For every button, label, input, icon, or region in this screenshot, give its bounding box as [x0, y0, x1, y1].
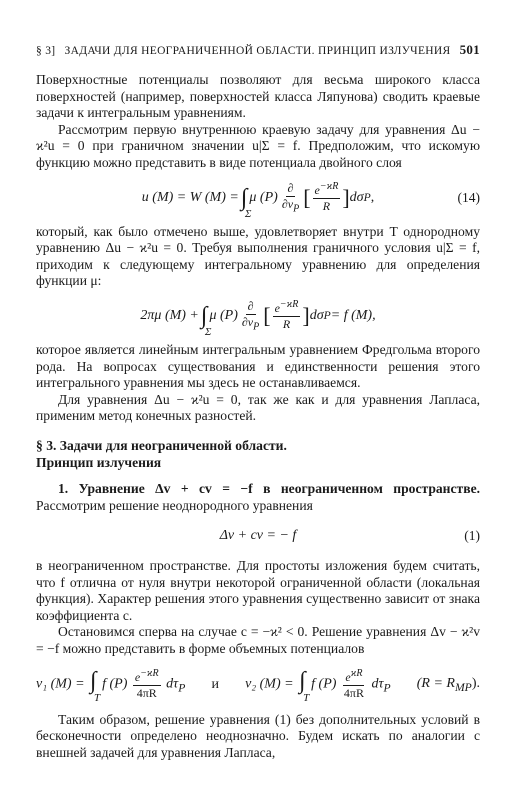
- eq14-kernel: $\frac{e^{-ϰR}}{R}$: [314, 181, 339, 214]
- integral-sign: ∫ Σ: [240, 184, 252, 220]
- paragraph-8: Таким образом, решение уравнения (1) без дополнительных условий в бесконечности определено неоднозначно. Будем искать по аналогии с внешней задачей для уравнения Лапласа,: [36, 711, 480, 760]
- eq14-lhs: u (M) = W (M) =: [141, 189, 239, 205]
- integral-sign: ∫ Σ: [200, 302, 212, 338]
- section-heading: § 3. Задачи для неограниченной области. Принцип излучения: [36, 437, 287, 470]
- eq1-body: Δv + cv = − f: [219, 528, 297, 544]
- eq14-derivative: $\frac{\partial}{\partial\nu_P}$: [281, 180, 300, 215]
- subsection-1: 1. Уравнение Δv + cv = −f в неограниченном пространстве. Рассмотрим решение неоднородного уравнения: [36, 480, 480, 513]
- paragraph-5: Для уравнения Δu − ϰ²u = 0, так же как и для уравнения Лапласа, применим метод конечных разностей.: [36, 391, 480, 424]
- running-header: [36, 42, 480, 58]
- eq14-mu: μ (P): [249, 189, 278, 205]
- paragraph-3: который, как было отмечено выше, удовлетворяет внутри T однородному уравнению Δu − ϰ²u = 0. Требуя выполнения граничного условия u|Σ = f, приходим к следующему интегральному уравнению для определения функции μ:: [36, 223, 480, 289]
- page: [36, 42, 480, 761]
- paragraph-6: в неограниченном пространстве. Для простоты изложения будем считать, что f отлична от нуля внутри некоторой ограниченной области (локальная функция). Характер решения этого уравнения существенно зависит от знака коэффициента c.: [36, 558, 480, 623]
- eq1-tag: (1): [464, 528, 480, 544]
- equation-14: u (M) = W (M) = ∫ Σ μ (P) $\frac{\partial}{\partial\nu_P}$ [ $\frac{e^{-ϰR}}{R}$ ] dσ P , (14): [141, 180, 480, 220]
- header-section-tag: § 3]: [36, 45, 56, 57]
- eq2-lhs: 2πμ (M) +: [140, 307, 199, 323]
- equation-1: [36, 521, 480, 551]
- eq2-rhs: = f (M),: [330, 307, 376, 323]
- equation-volume-potentials: v₁ (M) = ∫ T f (P) $\frac{e^{-ϰR}}{4\pi R}$ $d\tau_P$ и v₂ (M) = ∫ T f (P) $\frac{e^{ϰR}}{4\pi R}$ $d\tau_P$ $(R = R_{MP})$.: [36, 667, 480, 704]
- eq14-dsigma: dσ: [349, 189, 364, 205]
- eq14-tag: (14): [457, 189, 480, 205]
- paragraph-2: Рассмотрим первую внутреннюю краевую задачу для уравнения Δu − ϰ²u = 0 при граничном значении u|Σ = f. Предположим, что искомую функцию можно представить в виде потенциала двойного слоя: [36, 121, 480, 170]
- equation-fredholm: 2πμ (M) + ∫ Σ μ (P) $\frac{\partial}{\partial\nu_P}$ [ $\frac{e^{-ϰR}}{R}$ ] dσ P = f (M),: [140, 299, 376, 338]
- header-title: ЗАДАЧИ ДЛЯ НЕОГРАНИЧЕННОЙ ОБЛАСТИ. ПРИНЦИП ИЗЛУЧЕНИЯ: [64, 45, 451, 57]
- paragraph-4: которое является линейным интегральным уравнением Фредгольма второго рода. На вопросах существования и единственности решения этого интегрального уравнения мы здесь не останавливаемся.: [36, 341, 480, 391]
- page-number: 501: [459, 42, 480, 57]
- paragraph-7: Остановимся сперва на случае c = −ϰ² < 0. Решение уравнения Δv − ϰ²v = −f можно представить в форме объемных потенциалов: [36, 624, 480, 657]
- paragraph-1: Поверхностные потенциалы позволяют для весьма широкого класса поверхностей (например, поверхностей класса Ляпунова) сводить краевые задачи к интегральным уравнениям.: [36, 72, 480, 121]
